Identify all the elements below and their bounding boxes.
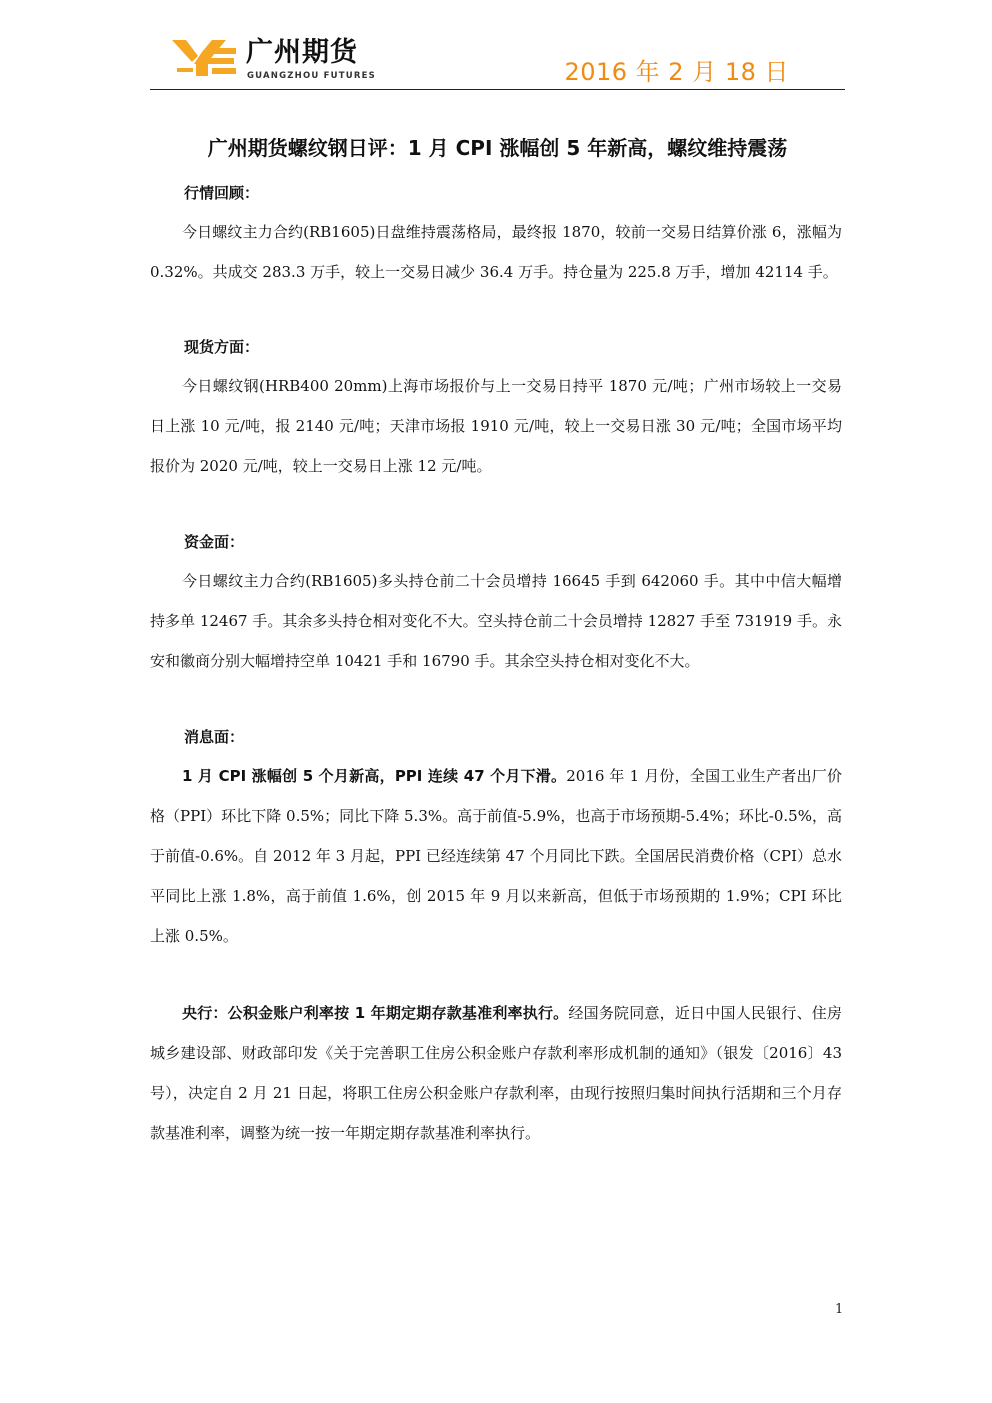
brand-name-english: GUANGZHOU FUTURES (247, 71, 376, 81)
spot-text: 今日螺纹钢(HRB400 20mm)上海市场报价与上一交易日持平 1870 元/吨；广州市场较上一交易日上涨 10 元/吨，报 2140 元/吨；天津市场报 1910 元/吨，较上一交易日涨 30 元/吨；全国市场平均报价为 2020 元/吨，较上一交易日上涨 12 元/吨。 (150, 377, 842, 475)
news-item-lead: 央行：公积金账户利率按 1 年期定期存款基准利率执行。 (182, 1004, 569, 1022)
report-body (150, 175, 842, 1153)
page-title: 广州期货螺纹钢日评：1 月 CPI 涨幅创 5 年新高，螺纹维持震荡 (207, 136, 788, 160)
report-date: 2016 年 2 月 18 日 (564, 58, 789, 86)
page-number: 1 (835, 1302, 844, 1317)
page-header (150, 30, 845, 90)
section-heading-funds: 资金面： (184, 533, 245, 551)
news-item-lead: 1 月 CPI 涨幅创 5 个月新高，PPI 连续 47 个月下滑。 (182, 767, 567, 785)
news-item-housing-fund (150, 993, 842, 1153)
funds-text: 今日螺纹主力合约(RB1605)多头持仓前二十会员增持 16645 手到 642060 手。其中中信大幅增持多单 12467 手。其余多头持仓相对变化不大。空头持仓前二十会员增持 12827 手至 731919 手。永安和徽商分别大幅增持空单 10421 手和 16790 手。其余空头持仓相对变化不大。 (150, 572, 842, 670)
brand-name: 广州期货 (246, 37, 358, 68)
section-heading-spot: 现货方面： (184, 338, 260, 356)
header-divider (150, 89, 845, 90)
news-item-text: 经国务院同意，近日中国人民银行、住房城乡建设部、财政部印发《关于完善职工住房公积金账户存款利率形成机制的通知》（银发〔2016〕43 号），决定自 2 月 21 日起，将职工住房公积金账户存款利率，由现行按照归集时间执行活期和三个月存款基准利率，调整为统一按一年期定期存款基准利率执行。 (150, 1004, 842, 1142)
news-item-text: 2016 年 1 月份，全国工业生产者出厂价格（PPI）环比下降 0.5%；同比下降 5.3%。高于前值-5.9%，也高于市场预期-5.4%；环比-0.5%，高于前值-0.6%。自 2012 年 3 月起，PPI 已经连续第 47 个月同比下跌。全国居民消费价格（CPI）总水平同比上涨 1.8%，高于前值 1.6%，创 2015 年 9 月以来新高，但低于市场预期的 1.9%；CPI 环比上涨 0.5%。 (150, 767, 842, 945)
news-item-cpi-ppi (150, 756, 842, 956)
section-heading-market-review: 行情回顾： (184, 184, 260, 202)
guangzhou-futures-logo-icon (172, 38, 236, 78)
section-heading-news: 消息面： (184, 728, 245, 746)
market-review-text: 今日螺纹主力合约(RB1605)日盘维持震荡格局，最终报 1870，较前一交易日结算价涨 6，涨幅为 0.32%。共成交 283.3 万手，较上一交易日减少 36.4 万手。持仓量为 225.8 万手，增加 42114 手。 (150, 223, 842, 281)
